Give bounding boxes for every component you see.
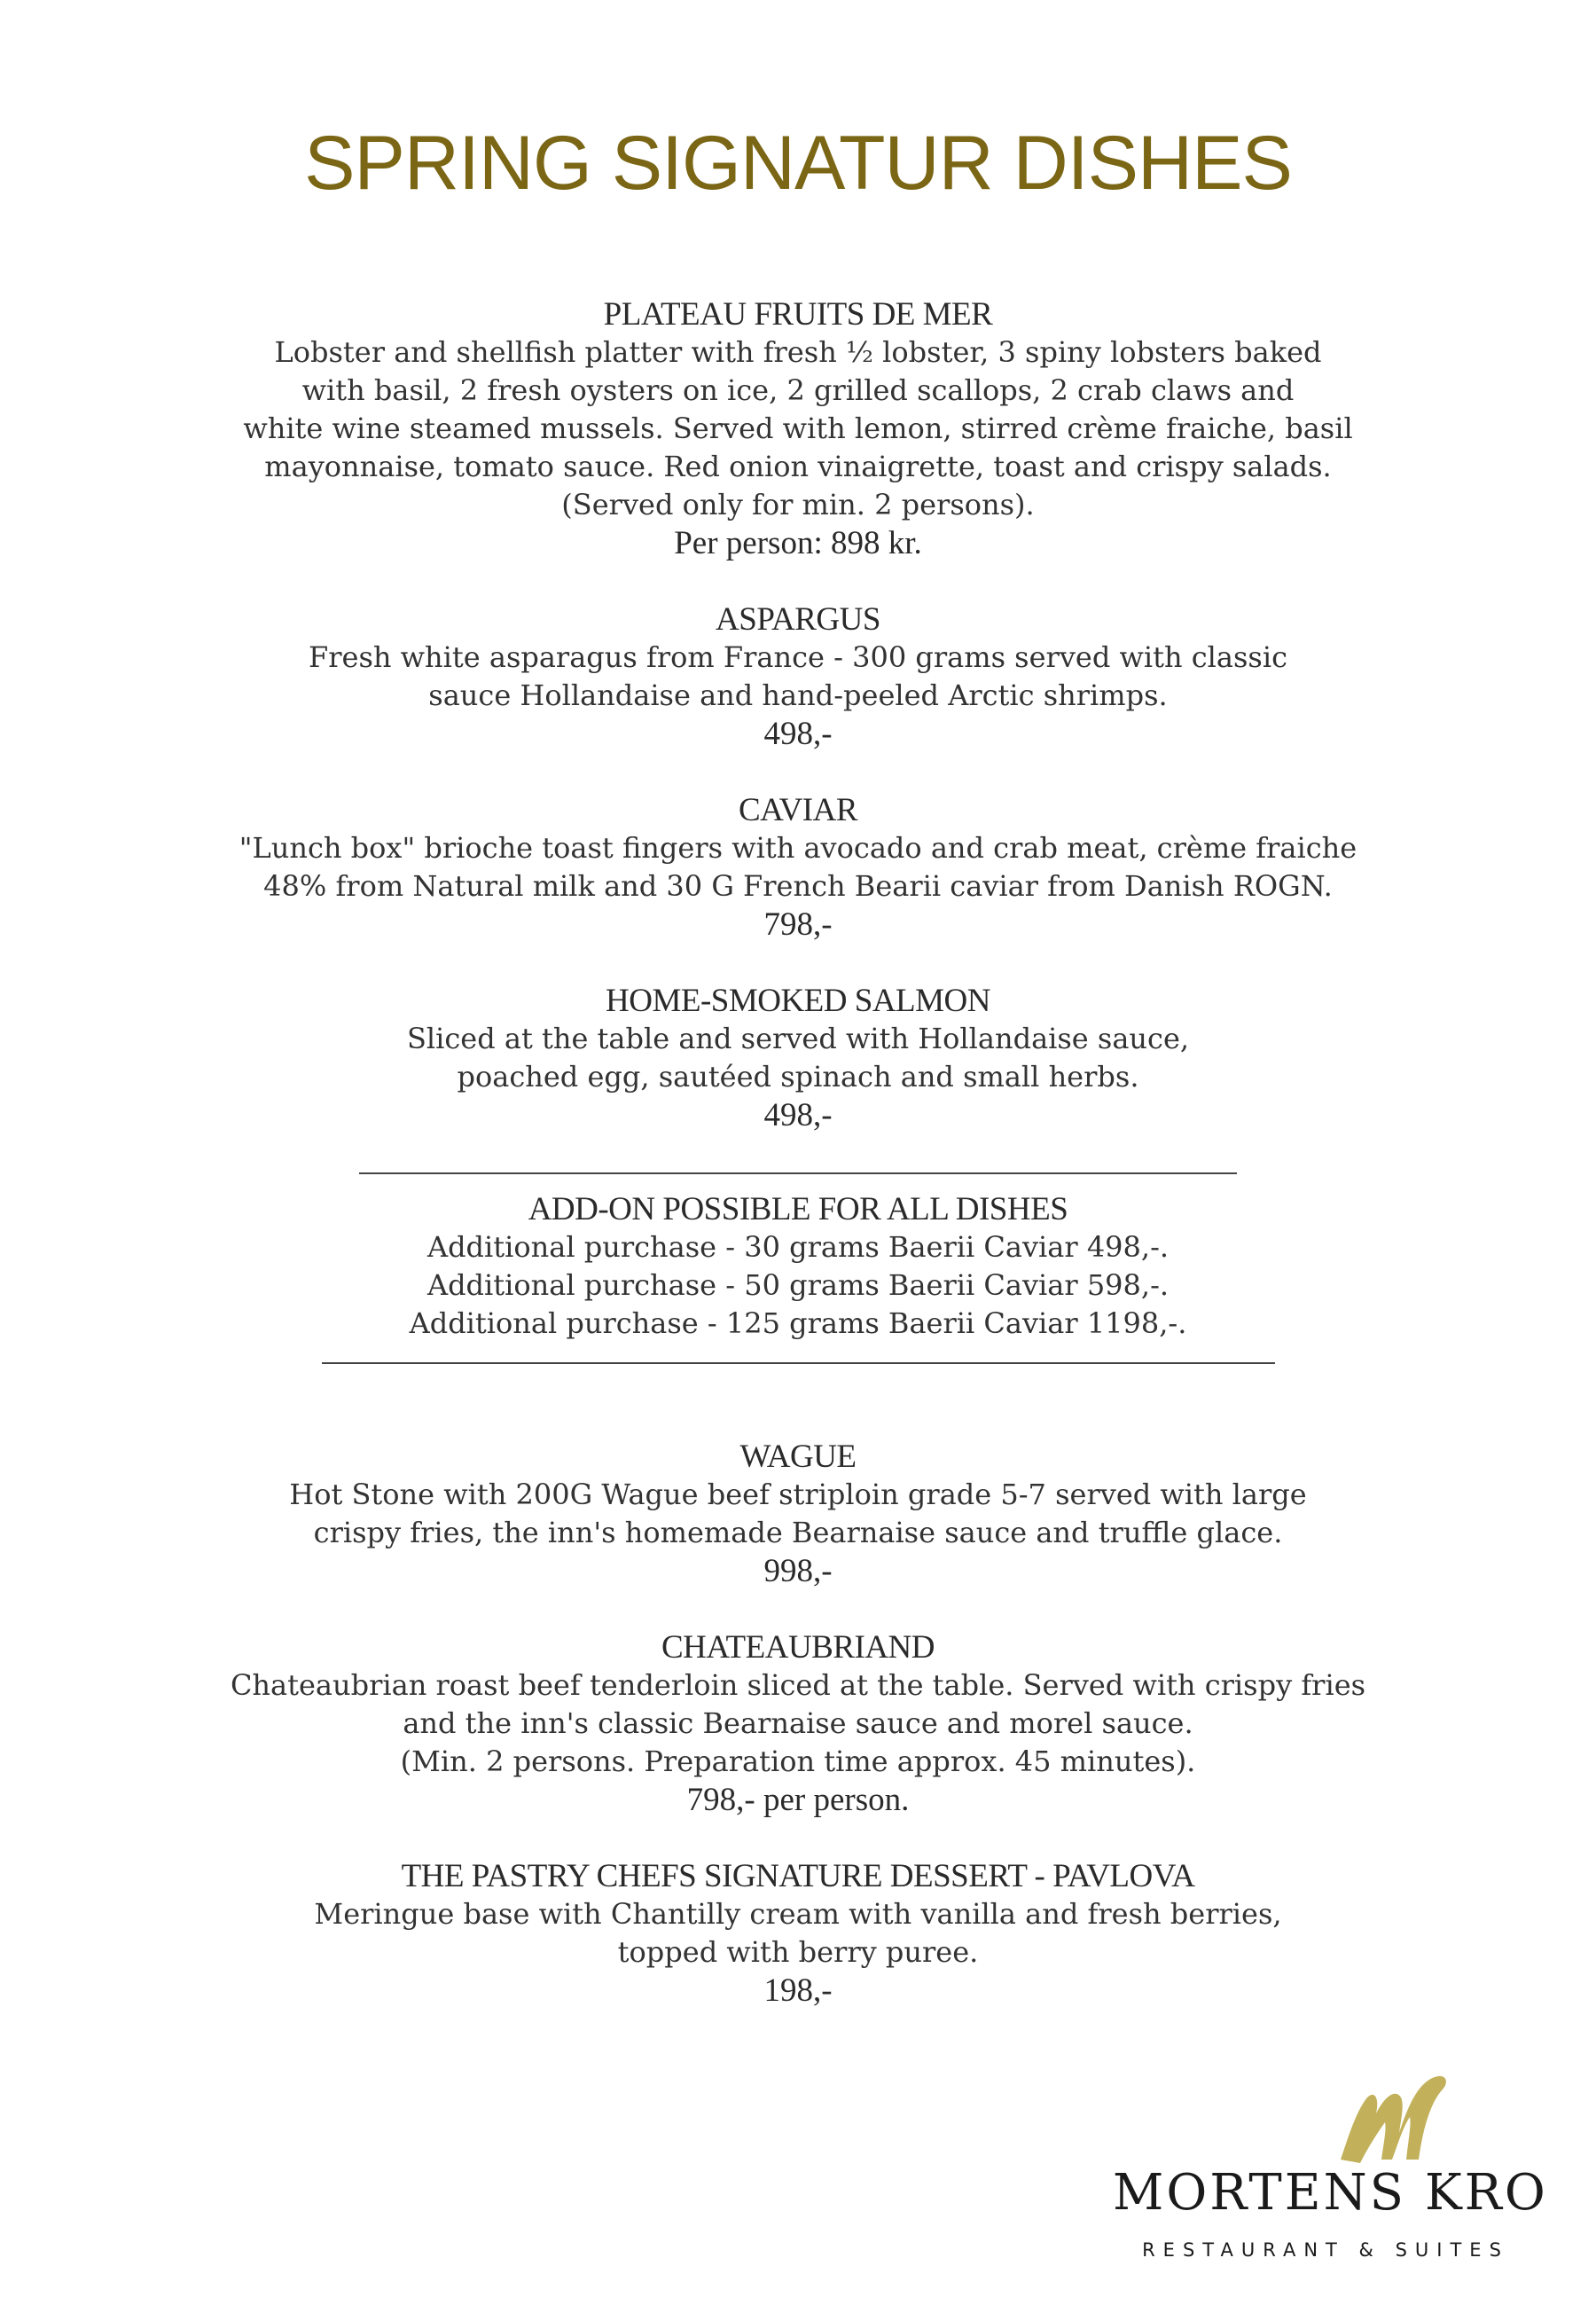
addon-line: Additional purchase - 125 grams Baerii Caviar 1198,-. (409, 1306, 1187, 1340)
dish-description-line: sauce Hollandaise and hand-peeled Arctic shrimps. (428, 678, 1168, 712)
dish-item (177, 791, 1419, 944)
dish-description-line: 48% from Natural milk and 30 G French Bearii caviar from Danish ROGN. (263, 869, 1333, 903)
dish-item (177, 1438, 1419, 1590)
dish-list-top (177, 295, 1419, 1134)
dish-description-line: poached egg, sautéed spinach and small herbs. (457, 1060, 1139, 1094)
page-title: SPRING SIGNATUR DISHES (304, 121, 1292, 206)
m-brushstroke-icon (1330, 2071, 1454, 2168)
addon-line: Additional purchase - 30 grams Baerii Caviar 498,-. (426, 1230, 1170, 1264)
divider-top (359, 1172, 1237, 1174)
dish-item (177, 600, 1419, 753)
dish-price: 498,- (763, 1097, 833, 1133)
dish-description-line: "Lunch box" brioche toast fingers with avocado and crab meat, crème fraiche (239, 831, 1357, 865)
addon-section (177, 1172, 1419, 1364)
menu-list (177, 295, 1419, 2048)
dish-description-line: topped with berry puree. (617, 1935, 979, 1969)
dish-description-line: crispy fries, the inn's homemade Bearnaise sauce and truffle glace. (313, 1516, 1283, 1549)
dish-name: THE PASTRY CHEFS SIGNATURE DESSERT - PAVLOVA (401, 1858, 1195, 1894)
dish-price: 998,- (763, 1553, 833, 1589)
dish-name: CAVIAR (738, 792, 858, 828)
dish-price: 798,- per person. (686, 1782, 910, 1818)
dish-name: ASPARGUS (716, 601, 880, 638)
dish-name: WAGUE (739, 1439, 857, 1475)
dish-price: 498,- (763, 716, 833, 752)
dish-description-line: Lobster and shellfish platter with fresh ½ lobster, 3 spiny lobsters baked (274, 335, 1322, 369)
logo-subtitle: RESTAURANT & SUITES (1142, 2239, 1509, 2261)
dish-description-line: white wine steamed mussels. Served with lemon, stirred crème fraiche, basil (243, 412, 1353, 445)
dish-name: HOME-SMOKED SALMON (606, 983, 990, 1019)
logo-name: MORTENS KRO (1113, 2164, 1548, 2222)
dish-item (177, 295, 1419, 562)
dish-price: 798,- (763, 906, 833, 943)
dish-item (177, 1628, 1419, 1819)
restaurant-logo (1113, 2071, 1556, 2275)
dish-price: Per person: 898 kr. (674, 525, 922, 561)
dish-list-bottom (177, 1438, 1419, 2010)
dish-description-line: Hot Stone with 200G Wague beef striploin grade 5-7 served with large (289, 1478, 1307, 1511)
dish-description-line: (Min. 2 persons. Preparation time approx. 45 minutes). (400, 1744, 1196, 1778)
divider-bottom (322, 1362, 1275, 1364)
dish-description-line: and the inn's classic Bearnaise sauce and morel sauce. (403, 1706, 1193, 1740)
dish-name: PLATEAU FRUITS DE MER (603, 296, 993, 333)
dish-description-line: mayonnaise, tomato sauce. Red onion vinaigrette, toast and crispy salads. (264, 450, 1332, 483)
dish-description-line: Fresh white asparagus from France - 300 grams served with classic (309, 640, 1287, 674)
addon-lines (177, 1228, 1419, 1343)
dish-description-line: Sliced at the table and served with Hollandaise sauce, (406, 1022, 1190, 1055)
dish-item (177, 1857, 1419, 2010)
dish-description-line: Chateaubrian roast beef tenderloin sliced at the table. Served with crispy fries (230, 1668, 1366, 1702)
dish-price: 198,- (763, 1972, 833, 2009)
dish-item (177, 982, 1419, 1134)
dish-name: CHATEAUBRIAND (661, 1629, 935, 1666)
dish-description-line: with basil, 2 fresh oysters on ice, 2 grilled scallops, 2 crab claws and (301, 373, 1295, 407)
addon-title: ADD-ON POSSIBLE FOR ALL DISHES (528, 1191, 1068, 1227)
addon-line: Additional purchase - 50 grams Baerii Caviar 598,-. (426, 1268, 1170, 1302)
dish-description-line: Meringue base with Chantilly cream with vanilla and fresh berries, (314, 1897, 1282, 1931)
dish-description-line: (Served only for min. 2 persons). (561, 488, 1035, 521)
